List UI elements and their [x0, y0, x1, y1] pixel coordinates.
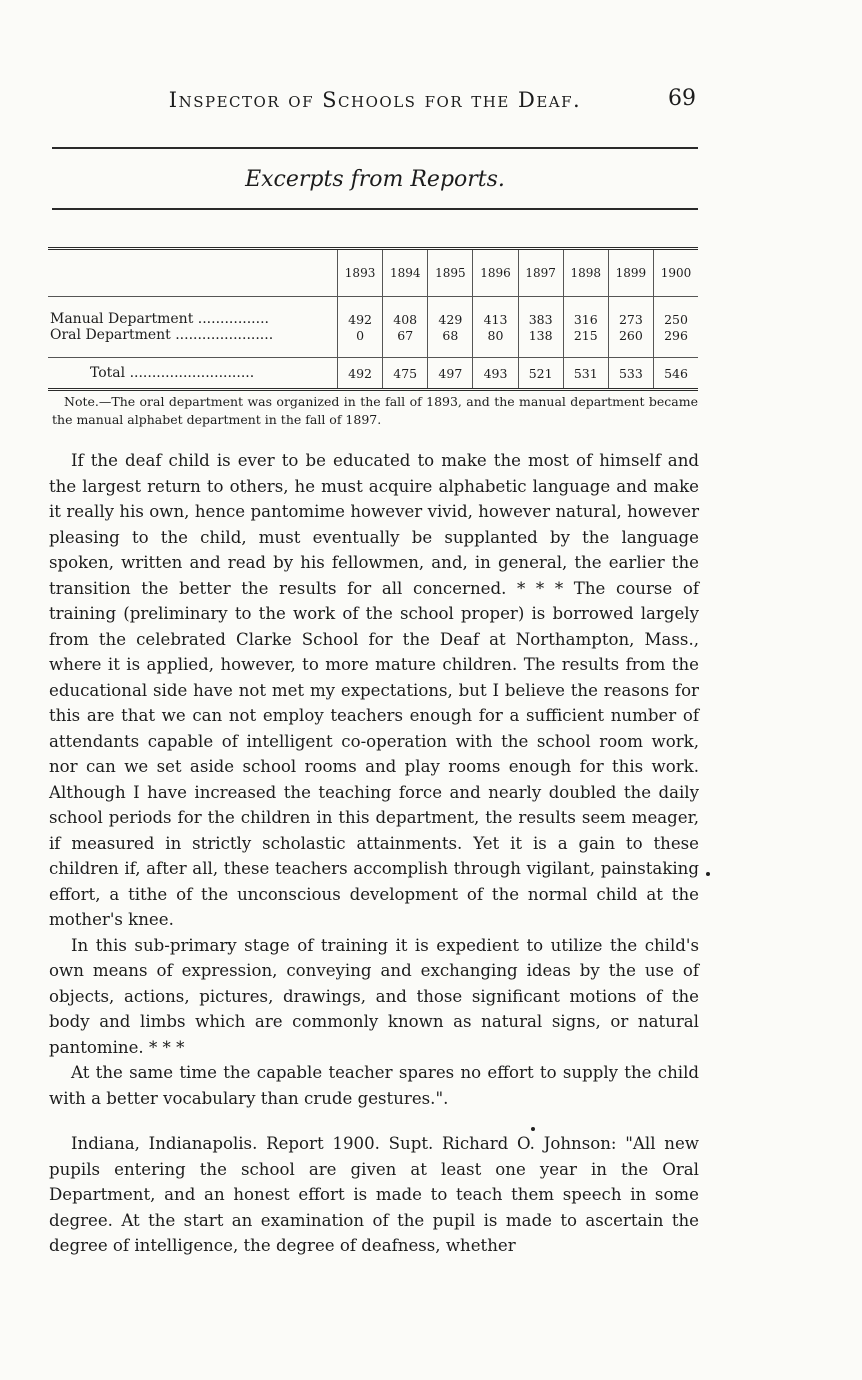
section-rule [52, 208, 698, 210]
body-text [49, 448, 699, 1259]
table-cell: 492 [338, 358, 383, 390]
print-speck [531, 1127, 535, 1131]
table-cell: 475 [383, 358, 428, 390]
table-cell: 493 [473, 358, 518, 390]
year-header: 1900 [653, 249, 698, 297]
table-cell: 138 [518, 327, 563, 343]
paragraph: At the same time the capable teacher spares no effort to supply the child with a better vocabulary than crude gestures.". [49, 1063, 699, 1108]
note-text: Note.—The oral department was organized in the fall of 1893, and the manual department became the manual alphabet department in the fall of 1897. [52, 394, 698, 427]
paragraph: In this sub-primary stage of training it is expedient to utilize the child's own means of expression, conveying and exchanging ideas by the use of objects, actions, pictures, drawings, and those significant motions of the body and limbs which are commonly known as natural signs, or natural pantomine. * * * [49, 935, 699, 1057]
year-header: 1893 [338, 249, 383, 297]
paragraph: Indiana, Indianapolis. Report 1900. Supt. Richard O. Johnson: "All new pupils entering the school are given at least one year in the Oral Department, and an honest effort is made to teach them speech in some degree. At the start an examination of the pupil is made to ascertain the degree of intelligence, the degree of deafness, whether [49, 1134, 699, 1255]
year-header: 1895 [428, 249, 473, 297]
table-cell: 250 [653, 311, 698, 327]
table-cell: 215 [563, 327, 608, 343]
table-cell: 316 [563, 311, 608, 327]
print-speck [706, 872, 710, 876]
paragraph: If the deaf child is ever to be educated to make the most of himself and the largest return to others, he must acquire alphabetic language and make it really his own, hence pantomime however vivid, however natural, however pleasing to the child, must eventually be supplanted by the language spoken, written and read by his fellowmen, and, in general, the earlier the transition the better the results for all concerned. * * * The course of training (preliminary to the work of the school proper) is borrowed largely from the celebrated Clarke School for the Deaf at Northampton, Mass., where it is applied, however, to more mature children. The results from the educational side have not met my expectations, but I believe the reasons for this are that we can not employ teachers enough for a sufficient number of attendants capable of intelligent co-operation with the school room work, nor can we set aside school rooms and play rooms enough for this work. Although I have increased the teaching force and nearly doubled the daily school periods for the children in this department, the results seem meager, if measured in strictly scholastic attainments. Yet it is a gain to these children if, after all, these teachers accomplish through vigilant, painstaking effort, a tithe of the unconscious development of the normal child at the mother's knee. [49, 451, 699, 929]
year-header: 1897 [518, 249, 563, 297]
table-cell: 521 [518, 358, 563, 390]
year-header: 1899 [608, 249, 653, 297]
table-row-oral [48, 327, 698, 343]
table-note [52, 393, 698, 429]
table-cell: 413 [473, 311, 518, 327]
table-cell: 68 [428, 327, 473, 343]
row-label: Oral Department ...................... [50, 327, 274, 343]
table-cell: 492 [338, 311, 383, 327]
table-cell: 67 [383, 327, 428, 343]
table-row-manual [48, 311, 698, 327]
table-cell: 533 [608, 358, 653, 390]
header-rule [52, 147, 698, 149]
row-label: Manual Department ................ [50, 311, 269, 327]
running-head: Inspector of Schools for the Deaf. [168, 88, 582, 112]
table-cell: 80 [473, 327, 518, 343]
year-header: 1894 [383, 249, 428, 297]
table-cell: 408 [383, 311, 428, 327]
year-header: 1898 [563, 249, 608, 297]
table-corner [48, 249, 338, 297]
table-cell: 531 [563, 358, 608, 390]
year-header: 1896 [473, 249, 518, 297]
table-cell: 273 [608, 311, 653, 327]
table-spacer-row [48, 343, 698, 358]
table-cell: 546 [653, 358, 698, 390]
table-cell: 383 [518, 311, 563, 327]
table-cell: 260 [608, 327, 653, 343]
table-cell: 0 [338, 327, 383, 343]
section-title: Excerpts from Reports. [245, 167, 505, 192]
row-label: Total ............................ [48, 358, 338, 390]
table-cell: 497 [428, 358, 473, 390]
table-cell: 429 [428, 311, 473, 327]
enrollment-table [48, 247, 698, 391]
table-spacer-row [48, 297, 698, 312]
table-row-total [48, 358, 698, 390]
page-number: 69 [668, 86, 696, 111]
table-header-row [48, 249, 698, 297]
table-cell: 296 [653, 327, 698, 343]
